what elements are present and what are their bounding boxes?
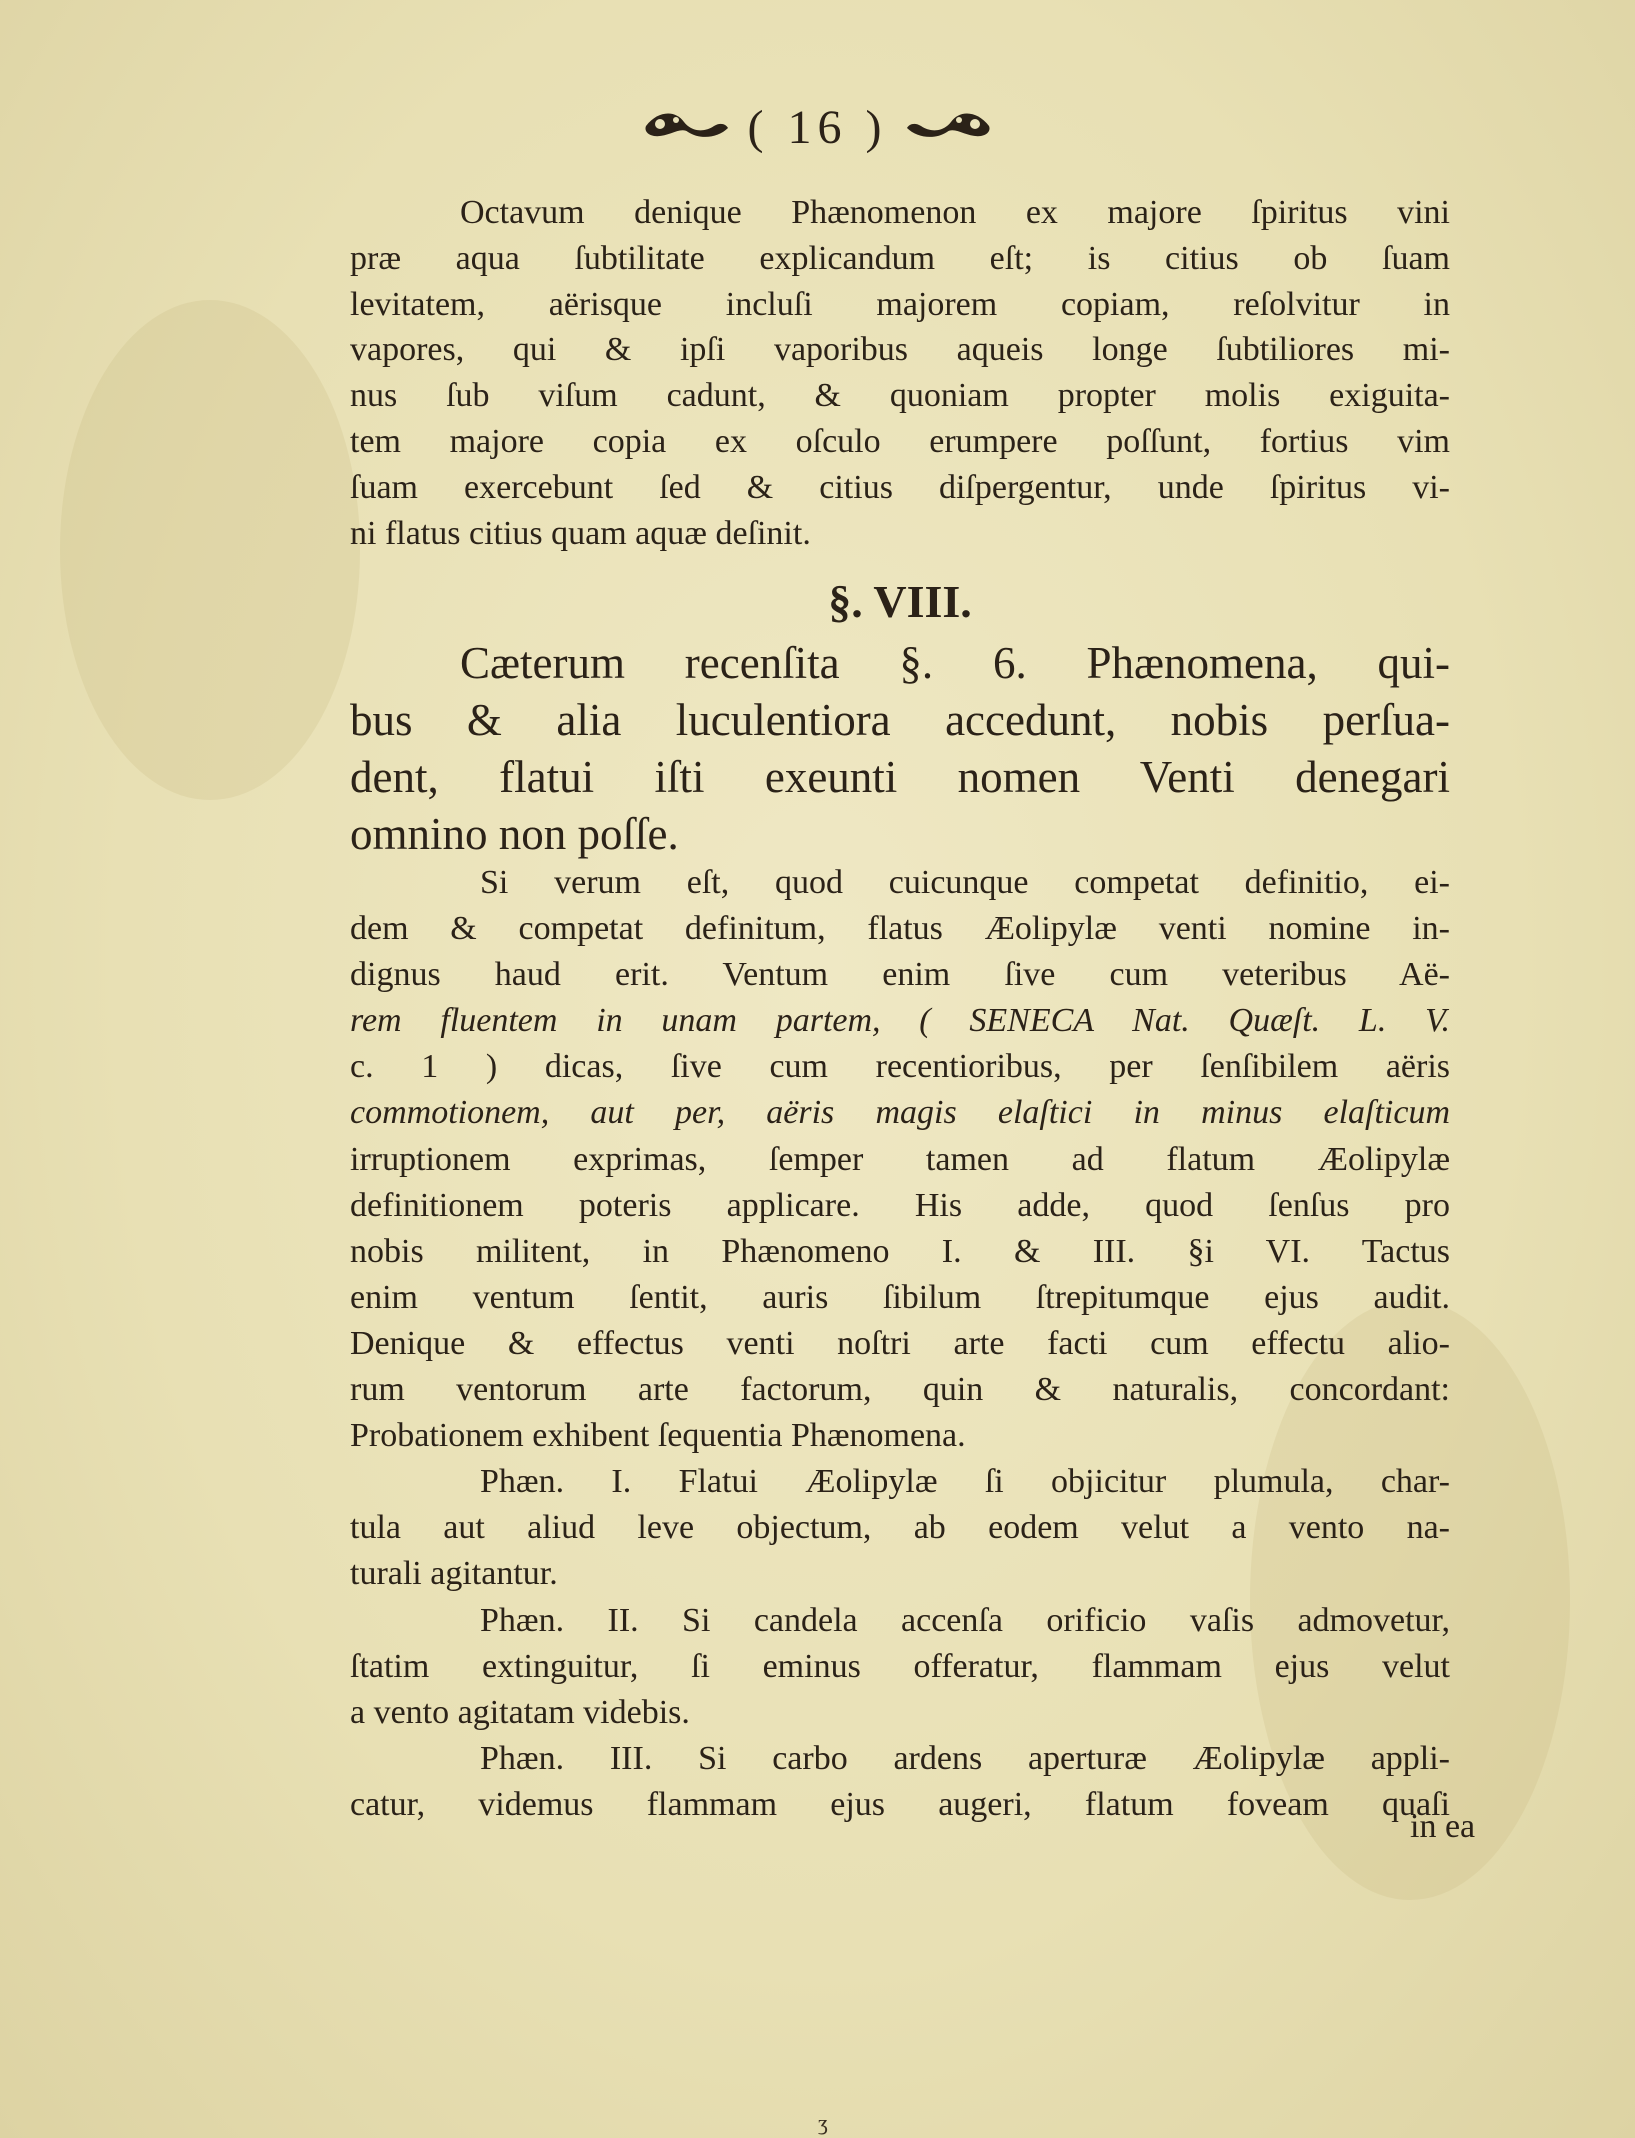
- text-line: commotionem, aut per, aëris magis elaſtici in minus elaſticum: [350, 1094, 1450, 1132]
- section-heading: §. VIII.: [828, 576, 972, 627]
- text-line: dem & competat definitum, flatus Æolipylæ venti nomine in-: [350, 910, 1450, 948]
- text-line: tem majore copia ex oſculo erumpere poſſunt, fortius vim: [350, 422, 1450, 460]
- text-line: definitionem poteris applicare. His adde, quod ſenſus pro: [350, 1186, 1450, 1224]
- text-line: enim ventum ſentit, auris ſibilum ſtrepitumque ejus audit.: [350, 1278, 1450, 1316]
- text-line: Probationem exhibent ſequentia Phænomena.: [350, 1417, 966, 1455]
- text-line: bus & alia luculentiora accedunt, nobis perſua-: [350, 695, 1450, 745]
- text-line: nus ſub viſum cadunt, & quoniam propter molis exiguita-: [350, 377, 1450, 415]
- page-header: [0, 100, 1635, 160]
- text-line: Phæn. I. Flatui Æolipylæ ſi objicitur plumula, char-: [480, 1463, 1450, 1501]
- text-line: vapores, qui & ipſi vaporibus aqueis longe ſubtiliores mi-: [350, 331, 1450, 369]
- fleuron-left-icon: [640, 104, 730, 160]
- text-line: dent, flatui iſti exeunti nomen Venti denegari: [350, 752, 1450, 802]
- paper-stain: [60, 300, 360, 800]
- text-line: Si verum eſt, quod cuicunque competat definitio, ei-: [480, 864, 1450, 901]
- text-line: Octavum denique Phænomenon ex majore ſpiritus vini: [460, 194, 1450, 231]
- paragraph-octavum: [350, 190, 1450, 556]
- text-line: catur, videmus flammam ejus augeri, flatum foveam quaſi: [350, 1785, 1450, 1823]
- signature-mark: ʒ: [818, 2110, 828, 2135]
- text-line: rum ventorum arte factorum, quin & naturalis, concordant:: [350, 1371, 1450, 1409]
- text-line: c. 1 ) dicas, ſive cum recentioribus, per ſenſibilem aëris: [350, 1048, 1450, 1086]
- text-line: ni flatus citius quam aquæ deſinit.: [350, 514, 811, 552]
- text-line: Cæterum recenſita §. 6. Phænomena, qui-: [460, 638, 1450, 688]
- text-line: Phæn. III. Si carbo ardens aperturæ Æolipylæ appli-: [480, 1739, 1450, 1777]
- text-line: nobis militent, in Phænomeno I. & III. §i VI. Tactus: [350, 1232, 1450, 1270]
- fleuron-right-icon: [905, 104, 995, 160]
- catchword: in ea: [1410, 1808, 1476, 1845]
- text-line: irruptionem exprimas, ſemper tamen ad flatum Æolipylæ: [350, 1140, 1450, 1178]
- text-line: ſtatim extinguitur, ſi eminus offeratur, flammam ejus velut: [350, 1647, 1450, 1685]
- text-line: rem fluentem in unam partem, ( SENECA Nat. Quæſt. L. V.: [350, 1002, 1450, 1040]
- text-line: tula aut aliud leve objectum, ab eodem velut a vento na-: [350, 1509, 1450, 1547]
- page-number: ( 16 ): [747, 101, 888, 154]
- text-line: levitatem, aërisque incluſi majorem copiam, reſolvitur in: [350, 285, 1450, 323]
- text-line: ſuam exercebunt ſed & citius diſpergentur, unde ſpiritus vi-: [350, 468, 1450, 506]
- text-line: a vento agitatam videbis.: [350, 1693, 690, 1731]
- text-line: Denique & effectus venti noſtri arte facti cum effectu alio-: [350, 1324, 1450, 1362]
- text-line: Phæn. II. Si candela accenſa orificio vaſis admovetur,: [480, 1601, 1450, 1639]
- text-line: omnino non poſſe.: [350, 809, 679, 859]
- paragraph-caeterum: [350, 635, 1450, 863]
- text-line: præ aqua ſubtilitate explicandum eſt; is citius ob ſuam: [350, 239, 1450, 277]
- paragraph-si-verum: [350, 860, 1450, 1828]
- text-line: turali agitantur.: [350, 1555, 558, 1593]
- text-line: dignus haud erit. Ventum enim ſive cum veteribus Aë-: [350, 956, 1450, 994]
